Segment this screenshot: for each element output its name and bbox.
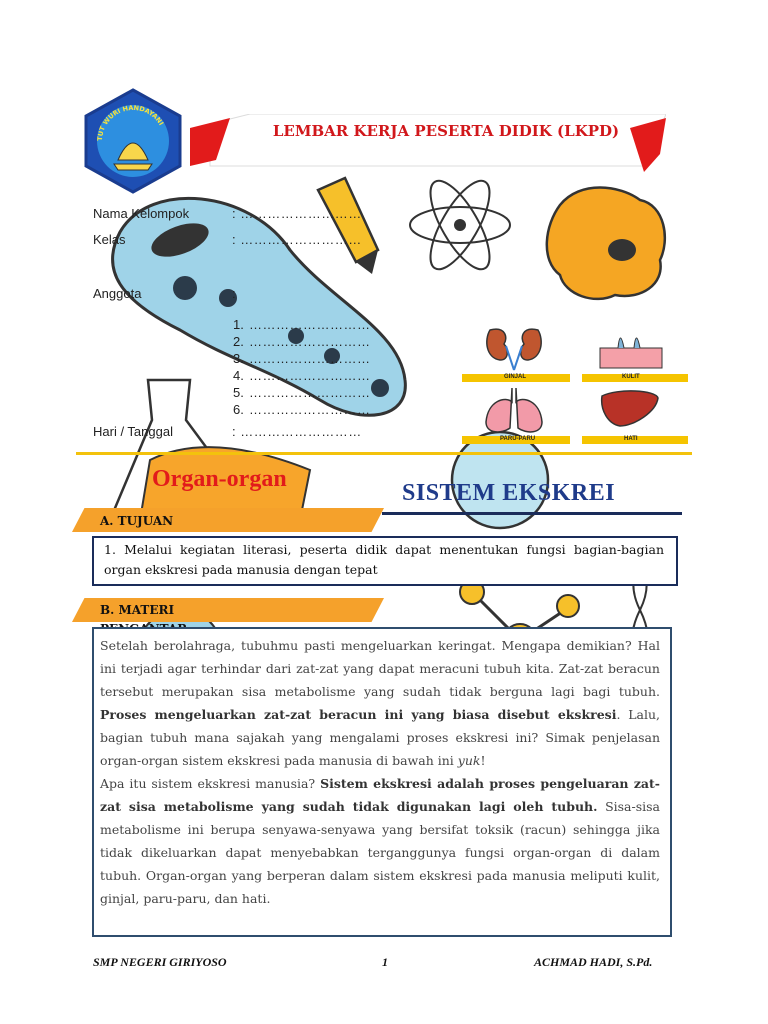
tut-wuri-handayani-logo (78, 86, 188, 196)
title-sistem-ekskresi: SISTEM EKSKREI (402, 480, 616, 506)
member-list (233, 314, 370, 416)
section-divider (76, 452, 692, 455)
liver-icon (598, 386, 662, 430)
kidney-icon (484, 320, 544, 372)
organ-caption-kulit: KULIT (622, 374, 640, 380)
member-slot-2[interactable]: 2. ……………………… (233, 334, 371, 349)
class-label: Kelas (93, 232, 126, 247)
lungs-icon (482, 382, 546, 436)
organ-caption-hati: HATI (624, 436, 638, 442)
objective-item-1: 1. Melalui kegiatan literasi, peserta didik dapat menentukan fungsi bagian-bagian organ ekskresi pada manusia dengan tepat (104, 542, 664, 577)
member-slot-3[interactable]: 3. ……………………… (233, 351, 371, 366)
members-label: Anggota (93, 286, 142, 301)
organ-caption-ginjal: GINJAL (504, 374, 527, 380)
footer-author: ACHMAD HADI, S.Pd. (534, 955, 653, 969)
intro-paragraph-1: Setelah berolahraga, tubuhmu pasti mengeluarkan keringat. Mengapa demikian? Hal ini terjadi agar terhindar dari zat-zat yang dapat meracuni tubuh kita. Zat-zat beracun tersebut merupakan sisa metabolisme yang sudah tidak berguna lagi bagi tubuh. Proses mengeluarkan zat-zat beracun ini yang biasa disebut ekskresi. Lalu, bagian tubuh mana sajakah yang mengalami proses ekskresi ini? Simak penjelasan organ-organ sistem ekskresi pada manusia di bawah ini yuk! (100, 638, 660, 768)
member-slot-4[interactable]: 4. ……………………… (233, 368, 371, 383)
title-organ-organ: Organ-organ (152, 466, 287, 492)
footer-school: SMP NEGERI GIRIYOSO (93, 955, 227, 969)
atom-illustration (410, 173, 510, 278)
worksheet-title: LEMBAR KERJA PESERTA DIDIK (LKPD) (272, 122, 620, 140)
logo-arc-text: TUT WURI HANDAYANI (95, 103, 166, 142)
class-field[interactable]: : ……………………… (232, 232, 362, 247)
members-colon: : (232, 286, 237, 301)
date-field[interactable]: : ……………………… (232, 424, 362, 439)
amoeba-illustration (547, 188, 665, 299)
title-underline (382, 512, 682, 515)
pencil-illustration (318, 178, 378, 274)
section-a-heading: A. TUJUAN (100, 514, 174, 528)
section-b-heading-line1: B. MATERI (100, 603, 175, 617)
organ-caption-paru: PARU-PARU (500, 436, 536, 442)
intro-paragraph-2: Apa itu sistem ekskresi manusia? Sistem ekskresi adalah proses pengeluaran zat-zat sisa metabolisme yang sudah tidak digunakan lagi oleh tubuh. Sisa-sisa metabolisme ini berupa senyawa-senyawa yang bersifat toksik (racun) sehingga jika tidak dikeluarkan dapat menyebabkan terganggunya fungsi organ-organ di dalam tubuh. Organ-organ yang berperan dalam sistem ekskresi pada manusia meliputi kulit, ginjal, paru-paru, dan hati. (100, 776, 661, 906)
member-slot-6[interactable]: 6. ……………………… (233, 402, 371, 417)
organ-image-grid (462, 318, 688, 446)
member-slot-5[interactable]: 5. ……………………… (233, 385, 371, 400)
group-name-label: Nama Kelompok (93, 206, 190, 221)
member-slot-1[interactable]: 1. ……………………… (233, 317, 371, 332)
skin-icon (598, 326, 664, 370)
group-name-field[interactable]: : ……………………… (232, 206, 362, 221)
date-label: Hari / Tanggal (93, 424, 173, 439)
footer-page-number: 1 (382, 955, 388, 969)
introduction-text (100, 634, 660, 910)
